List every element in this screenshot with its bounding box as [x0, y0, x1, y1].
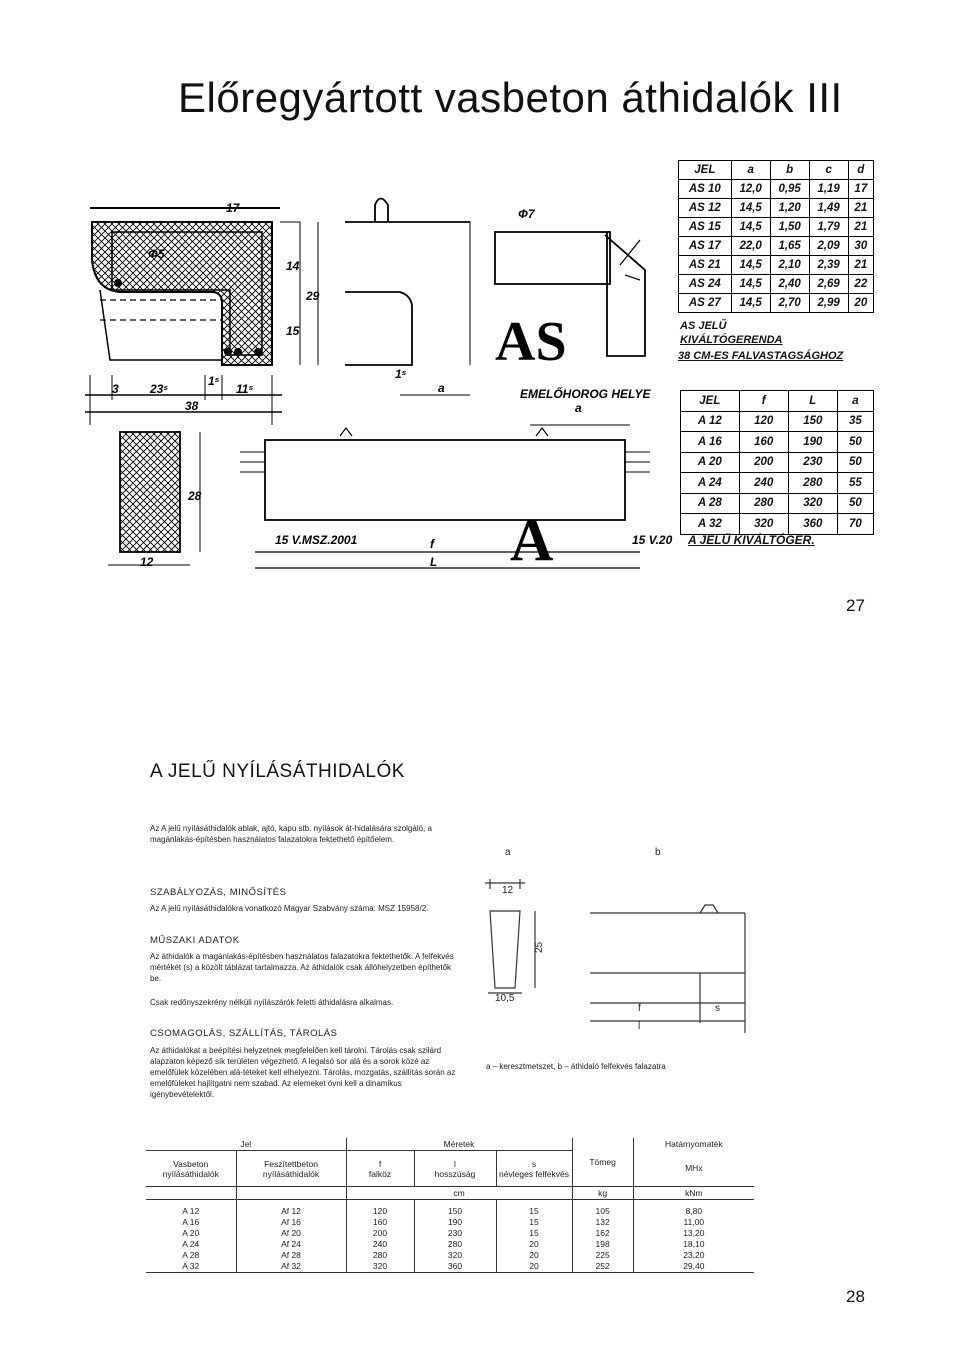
figure-a-label: a: [505, 847, 511, 858]
cell: 14,5: [731, 294, 770, 313]
cell: A 16: [681, 432, 740, 453]
cell: 320: [346, 1261, 414, 1273]
cell: 1,79: [809, 218, 848, 237]
cell: 200: [346, 1228, 414, 1239]
cell: 2,99: [809, 294, 848, 313]
table-header-row: [679, 161, 874, 180]
dim-1-5b: 1⁵: [395, 367, 407, 381]
heading-packaging: CSOMAGOLÁS, SZÁLLÍTÁS, TÁROLÁS: [150, 1028, 338, 1039]
cell: 22,0: [731, 237, 770, 256]
cell: 240: [739, 473, 788, 494]
table-row: [146, 1228, 754, 1239]
cell: 15: [496, 1217, 572, 1228]
cell: 2,40: [770, 275, 809, 294]
label-phi5: Φ5: [148, 247, 165, 261]
as-logo: AS: [495, 311, 567, 373]
cell: 150: [788, 411, 837, 432]
cell: 20: [848, 294, 873, 313]
header-cell: d: [848, 161, 873, 180]
header-cell: b: [770, 161, 809, 180]
as-caption-1: AS JELŰ: [680, 320, 727, 332]
cell: A 28: [681, 493, 740, 514]
dim-25: 25: [534, 941, 545, 953]
cell: 1,49: [809, 199, 848, 218]
cell: 8,80: [685, 1205, 703, 1216]
header-tomeg: Tömeg: [572, 1138, 633, 1187]
table-row: [146, 1206, 754, 1217]
header-feszitett: Feszítettbeton nyílásáthidalók: [236, 1151, 346, 1187]
cell: 2,10: [770, 256, 809, 275]
dim-17: 17: [226, 201, 240, 215]
cell: 240: [346, 1239, 414, 1250]
cell: 50: [837, 493, 873, 514]
cell: 20: [496, 1261, 572, 1273]
heading-regulation: SZABÁLYOZÁS, MINŐSÍTÉS: [150, 887, 287, 898]
label-phi7: Φ7: [518, 207, 535, 221]
cell: 21: [848, 256, 873, 275]
as-cross-section: [85, 208, 318, 425]
label-lifting-point: EMELŐHOROG HELYE: [520, 387, 651, 401]
table-row: [146, 1217, 754, 1228]
header-cell: JEL: [679, 161, 732, 180]
cell: 280: [788, 473, 837, 494]
cell: 1,65: [770, 237, 809, 256]
cell: Af 24: [236, 1239, 346, 1250]
cell: 160: [346, 1217, 414, 1228]
header-s-sub: névleges felfekvés: [499, 1168, 569, 1179]
dim-12: 12: [140, 555, 154, 569]
cell: Af 16: [236, 1217, 346, 1228]
cell: AS 21: [679, 256, 732, 275]
dim-23-5: 23⁵: [150, 382, 169, 396]
cell: Af 32: [236, 1261, 346, 1273]
cell: 1,19: [809, 180, 848, 199]
cell: 162: [572, 1228, 633, 1239]
header-cell: a: [837, 391, 873, 412]
dim-f: f: [430, 537, 434, 551]
cell: A 12: [146, 1206, 236, 1217]
intro-paragraph: Az A jelű nyílásáthidalók ablak, ajtó, kapu stb. nyílások át-hidalására szolgáló, a magánlakás-építésben használatos falazatokra fektethető építőelem.: [150, 824, 432, 844]
header-vasbeton: Vasbeton nyílásáthidalók: [146, 1151, 236, 1187]
dim-l: l: [638, 1021, 641, 1032]
dim-3: 3: [112, 382, 119, 396]
table-row: [679, 199, 874, 218]
header-meretek: Méretek: [346, 1138, 572, 1151]
cell: 132: [572, 1217, 633, 1228]
header-f: f: [378, 1158, 382, 1169]
cell: 13,20: [683, 1227, 705, 1238]
a-caption: A JELŰ KIVÁLTÓGER.: [688, 533, 815, 547]
dim-28: 28: [188, 489, 202, 503]
cell: 35: [837, 411, 873, 432]
dim-10-5: 10,5: [495, 993, 515, 1004]
as-caption-3: 38 CM-ES FALVASTAGSÁGHOZ: [678, 350, 844, 362]
unit-kg: kg: [572, 1187, 633, 1200]
cell: Af 20: [236, 1228, 346, 1239]
a-cross-section: [108, 432, 200, 565]
cell: 15: [496, 1206, 572, 1217]
cell: 17: [848, 180, 873, 199]
cell: A 32: [681, 514, 740, 535]
table-row: [146, 1250, 754, 1261]
cell: 120: [346, 1206, 414, 1217]
cell: AS 10: [679, 180, 732, 199]
heading-technical: MŰSZAKI ADATOK: [150, 935, 240, 946]
as-beam-table: [678, 160, 874, 313]
slide-27: [0, 0, 960, 683]
paragraph-regulation: Az A jelű nyílásáthidalókra vonatkozó Magyar Szabvány száma: MSZ 15958/2.: [150, 904, 429, 913]
dim-L: L: [430, 555, 438, 569]
cell: AS 24: [679, 275, 732, 294]
dim-12: 12: [502, 885, 514, 896]
cell: 14,5: [731, 256, 770, 275]
cell: 160: [739, 432, 788, 453]
cell: 320: [414, 1250, 496, 1261]
cell: 2,69: [809, 275, 848, 294]
cell: A 16: [146, 1217, 236, 1228]
table-row: [681, 514, 874, 535]
table-row: [146, 1239, 754, 1250]
table-row: [681, 473, 874, 494]
header-cell: a: [731, 161, 770, 180]
cell: 225: [572, 1250, 633, 1261]
cell: 280: [414, 1239, 496, 1250]
cell: 190: [414, 1217, 496, 1228]
cell: 22: [848, 275, 873, 294]
cell: 105: [572, 1206, 633, 1217]
paragraph-technical-2: Csak redőnyszekrény nélküli nyílászárók feletti áthidalásra alkalmas.: [150, 998, 394, 1007]
slide-28: [0, 683, 960, 1367]
cell: 230: [414, 1228, 496, 1239]
table-row: [679, 218, 874, 237]
cell: Af 12: [236, 1206, 346, 1217]
cell: 14,5: [731, 218, 770, 237]
cell: 280: [346, 1250, 414, 1261]
cell: 14,5: [731, 199, 770, 218]
header-f-sub: falköz: [368, 1168, 392, 1179]
cell: 360: [414, 1261, 496, 1273]
cell: 21: [848, 218, 873, 237]
cell: 20: [496, 1239, 572, 1250]
cell: 29,40: [633, 1261, 754, 1273]
header-l-sub: hosszúság: [434, 1168, 476, 1179]
table-row: [679, 180, 874, 199]
a-beam-table: [680, 390, 874, 535]
dim-38: 38: [185, 399, 199, 413]
cell: 18,10: [683, 1238, 705, 1249]
paragraph-technical-1: Az áthidalók a magánlakás-építésben használatos falazatokra fektethetők. A felfekvés mértékét (s) a közölt táblázat tartalmazza. Az áthidalók csak állóhelyzetben építhetők be.: [150, 952, 454, 983]
figure-caption: a – keresztmetszet, b – áthidaló felfekvés falazatra: [486, 1062, 666, 1071]
table-row: [679, 275, 874, 294]
cell: AS 27: [679, 294, 732, 313]
table-row: [681, 493, 874, 514]
cell: 280: [739, 493, 788, 514]
paragraph-packaging: Az áthidalókat a beépítési helyzetnek megfelelően kell tárolni. Tárolás csak szilárd alapzaton képező sík területen végezhető. A legalsó sor alá és a sorok közé az emelőfülek közelében alá-téteket kell elhelyezni. Tárolás, mozgatás, szállítás során az emelőfüleket hajlítgatni nem szabad. Az elemeket óvni kell a dinamikus igénybevételektől.: [150, 1046, 456, 1099]
unit-knm: kNm: [633, 1187, 754, 1200]
cell: 1,20: [770, 199, 809, 218]
cell: 55: [837, 473, 873, 494]
cell: 30: [848, 237, 873, 256]
cell: A 24: [681, 473, 740, 494]
dim-1-5: 1⁵: [208, 374, 220, 388]
table-row: [681, 432, 874, 453]
cell: 200: [739, 452, 788, 473]
cell: 190: [788, 432, 837, 453]
cell: 120: [739, 411, 788, 432]
page-number: 27: [846, 596, 865, 615]
header-mhx: MHx: [685, 1163, 703, 1174]
cell: 15: [496, 1228, 572, 1239]
cell: 14,5: [731, 275, 770, 294]
header-cell: c: [809, 161, 848, 180]
dim-15: 15: [286, 324, 300, 338]
table-row: [681, 452, 874, 473]
table-row: [679, 237, 874, 256]
cell: 0,95: [770, 180, 809, 199]
header-s: s: [531, 1158, 537, 1169]
header-l: l: [454, 1158, 456, 1169]
cell: AS 12: [679, 199, 732, 218]
cell: 12,0: [731, 180, 770, 199]
cell: 70: [837, 514, 873, 535]
table-row: [146, 1261, 754, 1273]
cell: AS 17: [679, 237, 732, 256]
cell: 23,20: [683, 1249, 705, 1260]
cell: 1,50: [770, 218, 809, 237]
cell: Af 28: [236, 1250, 346, 1261]
label-a2: a: [575, 401, 582, 415]
a-logo: A: [510, 507, 554, 573]
table-header-row: [681, 391, 874, 412]
beam-figures: [470, 843, 770, 1063]
header-cell: L: [788, 391, 837, 412]
as-side-view: [345, 199, 470, 396]
technical-drawing: [0, 0, 680, 600]
cell: A 28: [146, 1250, 236, 1261]
page-number: 28: [846, 1287, 865, 1306]
cell: 20: [496, 1250, 572, 1261]
dim-s: s: [715, 1003, 720, 1014]
label-a: a: [438, 381, 445, 395]
cell: 2,39: [809, 256, 848, 275]
table-row: [679, 256, 874, 275]
dim-11-5: 11⁵: [236, 382, 254, 396]
cell: 50: [837, 452, 873, 473]
cell: 320: [739, 514, 788, 535]
cell: 230: [788, 452, 837, 473]
cell: AS 15: [679, 218, 732, 237]
dim-f: f: [638, 1003, 641, 1014]
table-row: [681, 411, 874, 432]
cell: 252: [572, 1261, 633, 1273]
unit-cm: cm: [346, 1187, 572, 1200]
header-jel: Jel: [146, 1138, 346, 1151]
cell: 360: [788, 514, 837, 535]
dim-29: 29: [306, 289, 320, 303]
cell: 50: [837, 432, 873, 453]
cell: A 32: [146, 1261, 236, 1273]
cell: 21: [848, 199, 873, 218]
dim-14: 14: [286, 259, 300, 273]
header-cell: JEL: [681, 391, 740, 412]
cell: A 20: [681, 452, 740, 473]
cell: 2,70: [770, 294, 809, 313]
cell: A 20: [146, 1228, 236, 1239]
figure-b-label: b: [655, 847, 661, 858]
header-hatar: Határnyomaték: [665, 1139, 723, 1150]
header-cell: f: [739, 391, 788, 412]
label-left-bar: 15 V.MSZ.2001: [275, 533, 358, 547]
slide-title: Előregyártott vasbeton áthidalók III: [178, 74, 843, 121]
spec-table: [146, 1138, 754, 1273]
cell: A 24: [146, 1239, 236, 1250]
as-caption-2: KIVÁLTÓGERENDA: [680, 334, 783, 346]
cell: 11,00: [683, 1216, 705, 1227]
cell: 320: [788, 493, 837, 514]
cell: A 12: [681, 411, 740, 432]
doc-title: A JELŰ NYÍLÁSÁTHIDALÓK: [150, 761, 405, 782]
label-right-bar: 15 V.20: [632, 533, 673, 547]
table-row: [679, 294, 874, 313]
cell: 2,09: [809, 237, 848, 256]
cell: 150: [414, 1206, 496, 1217]
cell: 198: [572, 1239, 633, 1250]
